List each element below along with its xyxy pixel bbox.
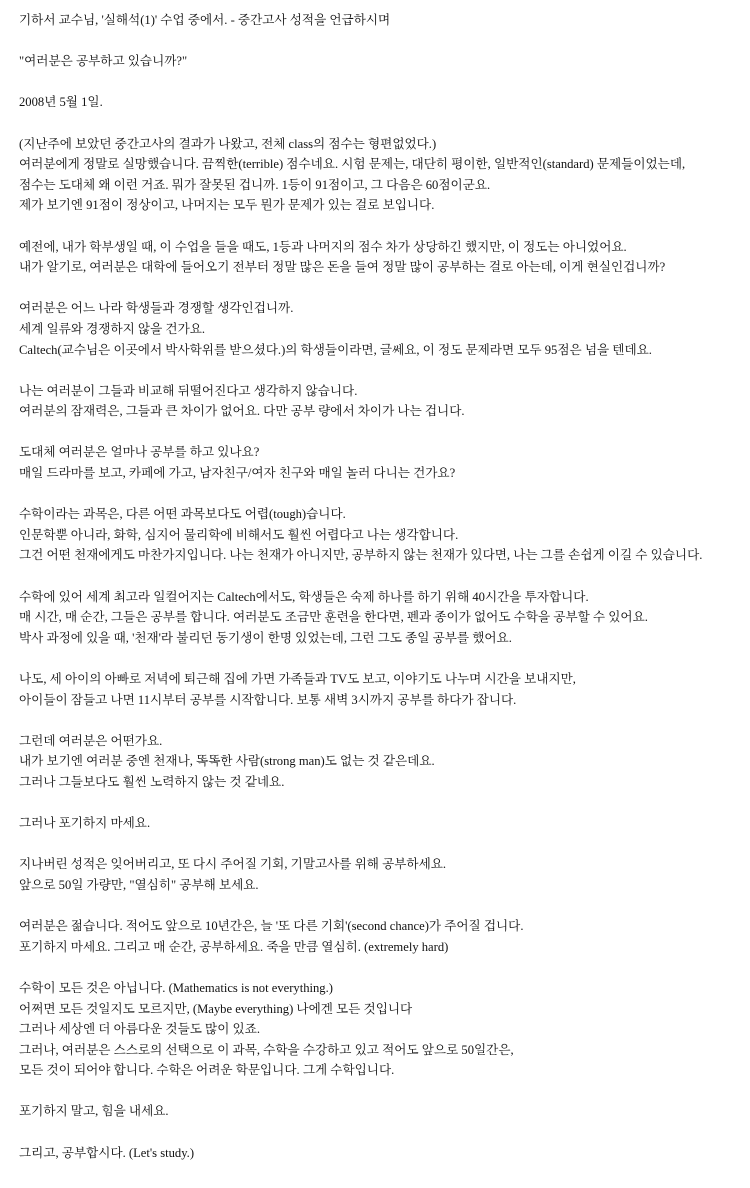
- paragraph: [19, 504, 739, 566]
- paragraph: [19, 978, 739, 1081]
- paragraph: [19, 298, 739, 360]
- text-line: 여러분에게 정말로 실망했습니다. 끔찍한(terrible) 점수네요. 시험 문제는, 대단히 평이한, 일반적인(standard) 문제들이었는데,: [19, 157, 686, 172]
- text-line: 그건 어떤 천재에게도 마찬가지입니다. 나는 천재가 아니지만, 공부하지 않는 천재가 있다면, 나는 그를 손쉽게 이길 수 있습니다.: [19, 548, 703, 563]
- text-line: (지난주에 보았던 중간고사의 결과가 나왔고, 전체 class의 점수는 형편없었다.): [19, 136, 437, 151]
- text-line: 앞으로 50일 가량만, "열심히" 공부해 보세요.: [19, 877, 259, 892]
- text-line: 그러나 세상엔 더 아름다운 것들도 많이 있죠.: [19, 1022, 261, 1037]
- text-line: 점수는 도대체 왜 이런 거죠. 뭐가 잘못된 겁니까. 1등이 91점이고, 그 다음은 60점이군요.: [19, 177, 491, 192]
- paragraph-closing: [19, 1143, 739, 1164]
- text-line: 포기하지 마세요. 그리고 매 순간, 공부하세요. 죽을 만큼 열심히. (extremely hard): [19, 939, 449, 954]
- paragraph-date: [19, 92, 739, 113]
- paragraph: [19, 669, 739, 710]
- text-line: 매일 드라마를 보고, 카페에 가고, 남자친구/여자 친구와 매일 놀러 다니는 건가요?: [19, 466, 456, 481]
- text-line: 내가 알기로, 여러분은 대학에 들어오기 전부터 정말 많은 돈을 들여 정말 많이 공부하는 걸로 아는데, 이게 현실인겁니까?: [19, 260, 666, 275]
- text-line: 도대체 여러분은 얼마나 공부를 하고 있나요?: [19, 445, 260, 460]
- text-line: 2008년 5월 1일.: [19, 95, 103, 110]
- paragraph: [19, 731, 739, 793]
- paragraph: [19, 587, 739, 649]
- text-line: "여러분은 공부하고 있습니까?": [19, 54, 188, 69]
- text-line: 여러분은 어느 나라 학생들과 경쟁할 생각인겁니까.: [19, 301, 294, 316]
- text-line: 매 시간, 매 순간, 그들은 공부를 합니다. 여러분도 조금만 훈련을 한다면, 펜과 종이가 없어도 수학을 공부할 수 있어요.: [19, 610, 648, 625]
- text-line: 박사 과정에 있을 때, '천재'라 불리던 동기생이 한명 있었는데, 그런 그도 종일 공부를 했어요.: [19, 630, 512, 645]
- paragraph-heading: [19, 10, 739, 31]
- text-line: 제가 보기엔 91점이 정상이고, 나머지는 모두 뭔가 문제가 있는 걸로 보입니다.: [19, 198, 435, 213]
- text-line: 어쩌면 모든 것일지도 모르지만, (Maybe everything) 나에겐 모든 것입니다: [19, 1001, 413, 1016]
- paragraph-question: [19, 51, 739, 72]
- text-line: 기하서 교수님, '실해석(1)' 수업 중에서. - 중간고사 성적을 언급하시며: [19, 13, 391, 27]
- text-line: 나는 여러분이 그들과 비교해 뒤떨어진다고 생각하지 않습니다.: [19, 383, 358, 398]
- document-body: [19, 10, 739, 1184]
- paragraph: [19, 442, 739, 483]
- paragraph: [19, 237, 739, 278]
- text-line: 그러나 포기하지 마세요.: [19, 816, 151, 831]
- text-line: 수학이 모든 것은 아닙니다. (Mathematics is not everything.): [19, 980, 333, 995]
- text-line: 내가 보기엔 여러분 중엔 천재나, 똑똑한 사람(strong man)도 없는 것 같은데요.: [19, 754, 435, 769]
- paragraph: [19, 916, 739, 957]
- paragraph: [19, 1101, 739, 1122]
- text-line: 포기하지 말고, 힘을 내세요.: [19, 1104, 169, 1119]
- paragraph: [19, 854, 739, 895]
- text-line: 그런데 여러분은 어떤가요.: [19, 733, 163, 748]
- text-line: 그러나, 여러분은 스스로의 선택으로 이 과목, 수학을 수강하고 있고 적어도 앞으로 50일간은,: [19, 1042, 514, 1057]
- paragraph: [19, 813, 739, 834]
- text-line: 예전에, 내가 학부생일 때, 이 수업을 들을 때도, 1등과 나머지의 점수 차가 상당하긴 했지만, 이 정도는 아니었어요.: [19, 239, 627, 254]
- text-line: 아이들이 잠들고 나면 11시부터 공부를 시작합니다. 보통 새벽 3시까지 공부를 하다가 잡니다.: [19, 692, 517, 707]
- text-line: 모든 것이 되어야 합니다. 수학은 어려운 학문입니다. 그게 수학입니다.: [19, 1063, 395, 1078]
- text-line: 지나버린 성적은 잊어버리고, 또 다시 주어질 기회, 기말고사를 위해 공부하세요.: [19, 857, 447, 872]
- text-line: 여러분의 잠재력은, 그들과 큰 차이가 없어요. 다만 공부 량에서 차이가 나는 겁니다.: [19, 404, 465, 419]
- text-line: 나도, 세 아이의 아빠로 저녁에 퇴근해 집에 가면 가족들과 TV도 보고, 이야기도 나누며 시간을 보내지만,: [19, 672, 576, 686]
- text-line: 세계 일류와 경쟁하지 않을 건가요.: [19, 321, 206, 336]
- text-line: 그러나 그들보다도 훨씬 노력하지 않는 것 같네요.: [19, 774, 285, 789]
- text-line: 수학이라는 과목은, 다른 어떤 과목보다도 어렵(tough)습니다.: [19, 507, 346, 522]
- text-line: Caltech(교수님은 이곳에서 박사학위를 받으셨다.)의 학생들이라면, 글쎄요, 이 정도 문제라면 모두 95점은 넘을 텐데요.: [19, 342, 652, 357]
- text-line: 여러분은 젊습니다. 적어도 앞으로 10년간은, 늘 '또 다른 기회'(second chance)가 주어질 겁니다.: [19, 919, 524, 934]
- text-line: 인문학뿐 아니라, 화학, 심지어 물리학에 비해서도 훨씬 어렵다고 나는 생각합니다.: [19, 527, 459, 542]
- paragraph: [19, 134, 739, 216]
- text-line: 그리고, 공부합시다. (Let's study.): [19, 1145, 195, 1160]
- paragraph: [19, 381, 739, 422]
- text-line: 수학에 있어 세계 최고라 일컬어지는 Caltech에서도, 학생들은 숙제 하나를 하기 위해 40시간을 투자합니다.: [19, 589, 589, 604]
